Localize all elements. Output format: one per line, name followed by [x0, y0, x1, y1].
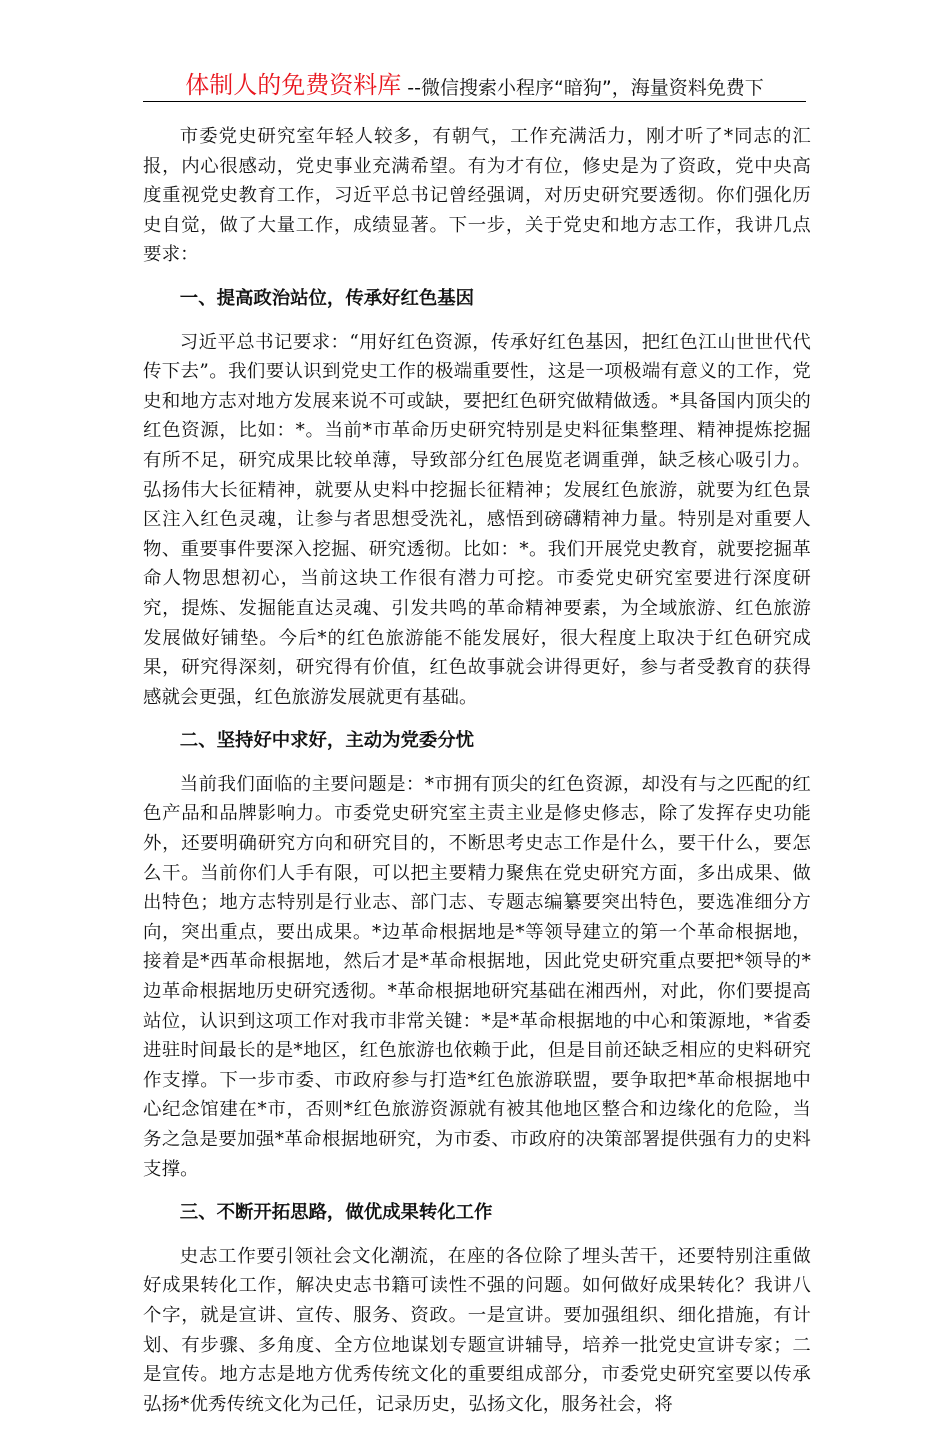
header-brand: 体制人的免费资料库 — [185, 71, 402, 99]
page-header — [143, 70, 806, 100]
section-heading-2: 二、坚持好中求好，主动为党委分忧 — [179, 730, 475, 752]
section-body-1: 习近平总书记要求：“用好红色资源，传承好红色基因，把红色江山世世代代传下去”。我们要认识到党史工作的极端重要性，这是一项极端有意义的工作，党史和地方志对地方发展来说不可或缺，要把红色研究做精做透。*具备国内顶尖的红色资源，比如：*。当前*市革命历史研究特别是史料征集整理、精神提炼挖掘有所不足，研究成果比较单薄，导致部分红色展览老调重弹，缺乏核心吸引力。弘扬伟大长征精神，就要从史料中挖掘长征精神；发展红色旅游，就要为红色景区注入红色灵魂，让参与者思想受洗礼，感悟到磅礴精神力量。特别是对重要人物、重要事件要深入挖掘、研究透彻。比如：*。我们开展党史教育，就要挖掘革命人物思想初心，当前这块工作很有潜力可挖。市委党史研究室要进行深度研究，提炼、发掘能直达灵魂、引发共鸣的革命精神要素，为全域旅游、红色旅游发展做好铺垫。今后*的红色旅游能不能发展好，很大程度上取决于红色研究成果，研究得深刻，研究得有价值，红色故事就会讲得更好，参与者受教育的获得感就会更强，红色旅游发展就更有基础。 — [143, 331, 811, 708]
document-body — [143, 122, 811, 1433]
section-heading-1: 一、提高政治站位，传承好红色基因 — [179, 287, 475, 309]
section-body-3: 史志工作要引领社会文化潮流，在座的各位除了埋头苦干，还要特别注重做好成果转化工作，解决史志书籍可读性不强的问题。如何做好成果转化？我讲八个字，就是宣讲、宣传、服务、资政。一是宣讲。要加强组织、细化措施，有计划、有步骤、多角度、全方位地谋划专题宣讲辅导，培养一批党史宣讲专家；二是宣传。地方志是地方优秀传统文化的重要组成部分，市委党史研究室要以传承弘扬*优秀传统文化为己任，记录历史，弘扬文化，服务社会，将 — [143, 1245, 811, 1415]
section-body-2: 当前我们面临的主要问题是：*市拥有顶尖的红色资源，却没有与之匹配的红色产品和品牌影响力。市委党史研究室主责主业是修史修志，除了发挥存史功能外，还要明确研究方向和研究目的，不断思考史志工作是什么，要干什么，要怎么干。当前你们人手有限，可以把主要精力聚焦在党史研究方面，多出成果、做出特色；地方志特别是行业志、部门志、专题志编纂要突出特色，要选准细分方向，突出重点，要出成果。*边革命根据地是*等领导建立的第一个革命根据地，接着是*西革命根据地，然后才是*革命根据地，因此党史研究重点要把*领导的*边革命根据地历史研究透彻。*革命根据地研究基础在湘西州，对此，你们要提高站位，认识到这项工作对我市非常关键：*是*革命根据地的中心和策源地，*省委进驻时间最长的是*地区，红色旅游也依赖于此，但是目前还缺乏相应的史料研究作支撑。下一步市委、市政府参与打造*红色旅游联盟，要争取把*革命根据地中心纪念馆建在*市，否则*红色旅游资源就有被其他地区整合和边缘化的危险，当务之急是要加强*革命根据地研究，为市委、市政府的决策部署提供强有力的史料支撑。 — [143, 773, 811, 1180]
section-heading-3: 三、不断开拓思路，做优成果转化工作 — [179, 1202, 493, 1224]
intro-paragraph: 市委党史研究室年轻人较多，有朝气，工作充满活力，刚才听了*同志的汇报，内心很感动，党史事业充满希望。有为才有位，修史是为了资政，党中央高度重视党史教育工作，习近平总书记曾经强调，对历史研究要透彻。你们强化历史自觉，做了大量工作，成绩显著。下一步，关于党史和地方志工作，我讲几点要求： — [143, 126, 811, 266]
header-tagline: --微信搜索小程序“暗狗”，海量资料免费下 — [407, 77, 764, 99]
header-divider — [143, 101, 806, 102]
